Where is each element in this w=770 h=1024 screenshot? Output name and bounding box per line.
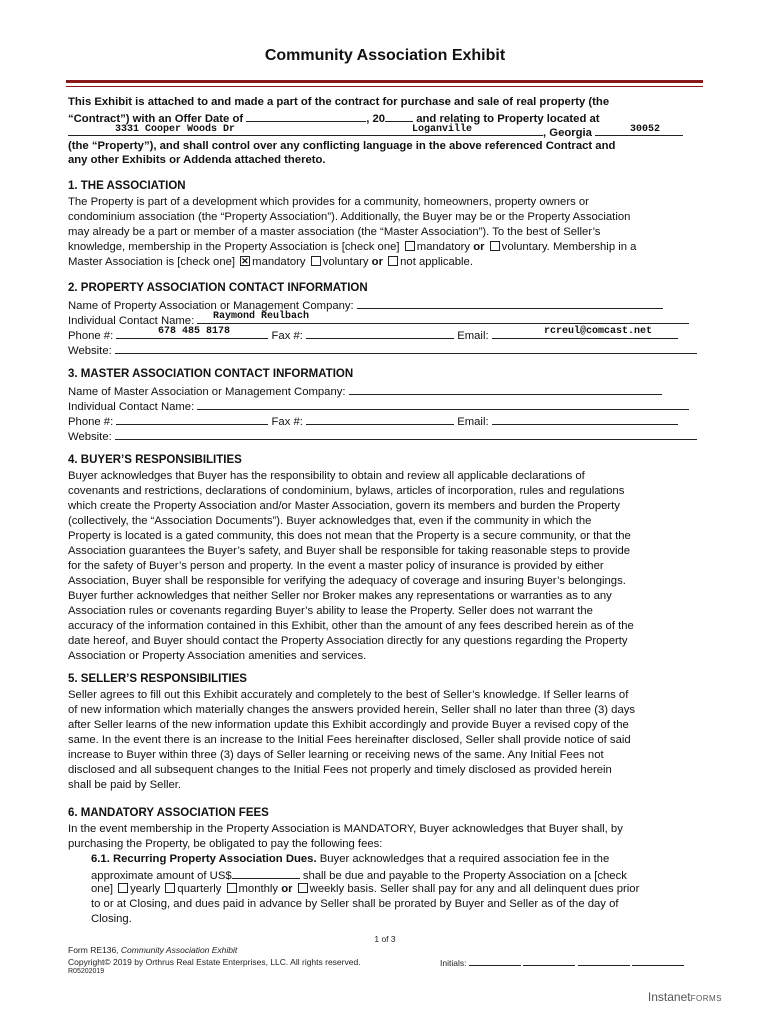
s6-1-line-4: to or at Closing, and dues paid in advance by Seller shall be prorated by Buyer and Seller as of the day of — [91, 898, 619, 910]
monthly-checkbox[interactable] — [227, 883, 237, 893]
s6-1-line-3 — [91, 882, 639, 897]
form-id — [68, 945, 237, 955]
pa-phone-value: 678 485 8178 — [158, 326, 231, 337]
s5-line-7: shall be paid by Seller. — [68, 779, 182, 791]
s2-website-line — [68, 342, 697, 359]
document-title: Community Association Exhibit — [264, 47, 506, 64]
ma-mandatory-checkbox[interactable] — [240, 256, 250, 266]
ma-not-applicable-label: not applicable. — [400, 256, 473, 268]
revision-code: R05202019 — [68, 968, 105, 975]
form-number: Form RE136, — [68, 945, 121, 955]
initials-line — [440, 957, 684, 968]
weekly-label: weekly basis. Seller shall pay for any and all delinquent dues prior — [309, 883, 640, 895]
pa-contact-label: Individual Contact Name: — [68, 315, 195, 327]
master-membership-label: Master Association is [check one] — [68, 256, 236, 268]
dues-amount-label: approximate amount of US$ — [91, 870, 232, 882]
ma-contact-label: Individual Contact Name: — [68, 401, 195, 413]
section-6-heading: 6. MANDATORY ASSOCIATION FEES — [68, 807, 269, 819]
s6-1-line-1 — [91, 852, 609, 867]
title-rule-thin — [66, 86, 703, 87]
pa-company-label: Name of Property Association or Management Company: — [68, 300, 354, 312]
or-text: or — [281, 883, 293, 895]
dues-amount-field[interactable] — [232, 867, 300, 879]
s4-line-3: which create the Property Association and/or Master Association, govern its members and burden the Property — [68, 500, 620, 512]
s3-website-line — [68, 428, 697, 445]
section-2-heading: 2. PROPERTY ASSOCIATION CONTACT INFORMATION — [68, 282, 368, 294]
or-text: or — [371, 256, 383, 268]
quarterly-checkbox[interactable] — [165, 883, 175, 893]
section-1-heading: 1. THE ASSOCIATION — [68, 180, 186, 192]
s1-line-3: may already be a part or member of a master association (the “Master Association”). To the best of Seller’s — [68, 226, 601, 238]
s5-line-1: Seller agrees to fill out this Exhibit accurately and completely to the best of Seller’s knowledge. If Seller learns of — [68, 689, 629, 701]
s5-line-4: same. In the event there is an increase to the Initial Fees hereinafter disclosed, Seller shall provide notice of said — [68, 734, 631, 746]
section-4-heading: 4. BUYER’S RESPONSIBILITIES — [68, 454, 242, 466]
address-value: 3331 Cooper Woods Dr — [115, 124, 236, 135]
s5-line-2: of new information which materially changes the answers provided herein, Seller shall no later than three (3) days — [68, 704, 636, 716]
s4-line-11: accuracy of the information contained in this Exhibit, other than the amount of any fees described herein as of the — [68, 620, 634, 632]
instanet-logo — [648, 990, 722, 1004]
s4-line-5: Property is located is a gated community, this does not mean that the Property is a secure community, or that the — [68, 530, 631, 542]
check-one-text: one] — [91, 883, 113, 895]
pa-fax-field[interactable] — [306, 327, 454, 339]
pa-company-field[interactable] — [357, 297, 663, 309]
pa-email-value: rcreul@comcast.net — [544, 326, 653, 337]
ma-not-applicable-checkbox[interactable] — [388, 256, 398, 266]
pa-fax-label: Fax #: — [271, 330, 303, 342]
initials-field-2[interactable] — [523, 957, 575, 966]
offer-year-field[interactable] — [385, 110, 413, 122]
zip-value: 30052 — [630, 124, 661, 135]
or-text: or — [473, 241, 485, 253]
section-5-heading: 5. SELLER’S RESPONSIBILITIES — [68, 673, 247, 685]
ma-voluntary-checkbox[interactable] — [311, 256, 321, 266]
section-3-heading: 3. MASTER ASSOCIATION CONTACT INFORMATION — [68, 368, 354, 380]
s4-line-12: date hereof, and Buyer should contact the Property Association directly for any questions regarding the Property — [68, 635, 628, 647]
form-name: Community Association Exhibit — [120, 945, 238, 955]
membership-label: knowledge, membership in the Property Association is [check one] — [68, 241, 400, 253]
s4-line-4: (collectively, the “Association Documents”). Buyer acknowledges that, even if the community in which the — [68, 515, 592, 527]
property-located-label: and relating to Property located at — [416, 113, 600, 125]
s1-line-2: condominium association (the “Property Association”). Additionally, the Buyer may be or the Property Association — [68, 211, 631, 223]
ma-contact-field[interactable] — [197, 398, 689, 410]
recurring-dues-title: 6.1. Recurring Property Association Dues. — [91, 853, 317, 865]
s6-1-line-5: Closing. — [91, 913, 132, 925]
yearly-checkbox[interactable] — [118, 883, 128, 893]
pa-mandatory-checkbox[interactable] — [405, 241, 415, 251]
s6-line-1: In the event membership in the Property Association is MANDATORY, Buyer acknowledges that Buyer shall, by — [68, 823, 623, 835]
weekly-checkbox[interactable] — [298, 883, 308, 893]
ma-fax-field[interactable] — [306, 413, 454, 425]
s4-line-9: Buyer further acknowledges that neither Seller nor Broker makes any representations or warranties as to any — [68, 590, 612, 602]
s1-line-4 — [68, 240, 636, 255]
s4-line-10: Association rules or covenants regarding Buyer’s ability to lease the Property. Seller does not warrant the — [68, 605, 593, 617]
ma-email-label: Email: — [457, 416, 489, 428]
s5-line-5: increase to Buyer within three (3) days of Seller learning or receiving news of the same. Any Initial Fees not — [68, 749, 604, 761]
s4-line-2: covenants and restrictions, declarations of condominium, bylaws, articles of incorporation, rules and regulations — [68, 485, 625, 497]
year-prefix: , 20 — [366, 113, 386, 125]
ma-email-field[interactable] — [492, 413, 678, 425]
offer-date-label: “Contract”) with an Offer Date of — [68, 113, 244, 125]
initials-field-3[interactable] — [578, 957, 630, 966]
s4-line-7: for the safety of Buyer’s person and property. In the event a master policy of insurance is provided by either — [68, 560, 604, 572]
quarterly-label: quarterly — [177, 883, 222, 895]
intro-line-1: This Exhibit is attached to and made a part of the contract for purchase and sale of real property (the — [68, 96, 610, 108]
ma-voluntary-label: voluntary — [322, 256, 369, 268]
initials-field-1[interactable] — [469, 957, 521, 966]
s4-line-1: Buyer acknowledges that Buyer has the responsibility to obtain and review all applicable declarations of — [68, 470, 585, 482]
offer-date-field[interactable] — [246, 110, 366, 122]
recurring-dues-text: Buyer acknowledges that a required association fee in the — [316, 853, 610, 865]
pa-website-label: Website: — [68, 345, 112, 357]
s6-line-2: purchasing the Property, be obligated to pay the following fees: — [68, 838, 383, 850]
page-number: 1 of 3 — [374, 934, 396, 944]
logo-main-text: Instanet — [647, 990, 691, 1004]
intro-line-5: any other Exhibits or Addenda attached thereto. — [68, 154, 326, 166]
s5-line-3: after Seller learns of the new information update this Exhibit accordingly and provide Buyer a revised copy of the — [68, 719, 629, 731]
pa-email-label: Email: — [457, 330, 489, 342]
pa-phone-label: Phone #: — [68, 330, 114, 342]
s4-line-13: Association or Property Association amenities and services. — [68, 650, 367, 662]
city-value: Loganville — [412, 124, 473, 135]
s1-line-1: The Property is part of a development which provides for a community, homeowners, property owners or — [68, 196, 589, 208]
ma-phone-field[interactable] — [116, 413, 268, 425]
copyright: Copyright© 2019 by Orthrus Real Estate Enterprises, LLC. All rights reserved. — [68, 957, 361, 967]
ma-company-field[interactable] — [349, 383, 662, 395]
state-label: , Georgia — [543, 127, 592, 139]
ma-fax-label: Fax #: — [271, 416, 303, 428]
ma-website-label: Website: — [68, 431, 112, 443]
ma-company-label: Name of Master Association or Management Company: — [68, 386, 346, 398]
s4-line-8: Association, Buyer shall be responsible for verifying the adequacy of coverage and insuring Buyer’s belongings. — [68, 575, 626, 587]
pa-voluntary-label: voluntary. Membership in a — [501, 241, 637, 253]
initials-label: Initials: — [440, 958, 467, 968]
pa-website-field[interactable] — [115, 342, 697, 354]
pa-voluntary-checkbox[interactable] — [490, 241, 500, 251]
pa-mandatory-label: mandatory — [416, 241, 471, 253]
intro-line-4: (the “Property”), and shall control over any conflicting language in the above referenced Contract and — [68, 140, 616, 152]
dues-payable-text: shall be due and payable to the Property Association on a [check — [302, 870, 627, 882]
logo-sub-text: FORMS — [690, 994, 722, 1003]
title-rule-thick — [66, 80, 703, 83]
ma-phone-label: Phone #: — [68, 416, 114, 428]
yearly-label: yearly — [130, 883, 161, 895]
initials-field-4[interactable] — [632, 957, 684, 966]
monthly-label: monthly — [238, 883, 279, 895]
s1-line-5 — [68, 255, 473, 270]
s4-line-6: Association guarantees the Buyer’s safety, and Buyer shall be responsible for taking reasonable steps to provide — [68, 545, 631, 557]
pa-contact-value: Raymond Reulbach — [213, 311, 310, 322]
ma-website-field[interactable] — [115, 428, 697, 440]
s5-line-6: disclosed and all subsequent changes to the Initial Fees not properly and timely disclosed as provided herein — [68, 764, 612, 776]
ma-mandatory-label: mandatory — [252, 256, 306, 268]
